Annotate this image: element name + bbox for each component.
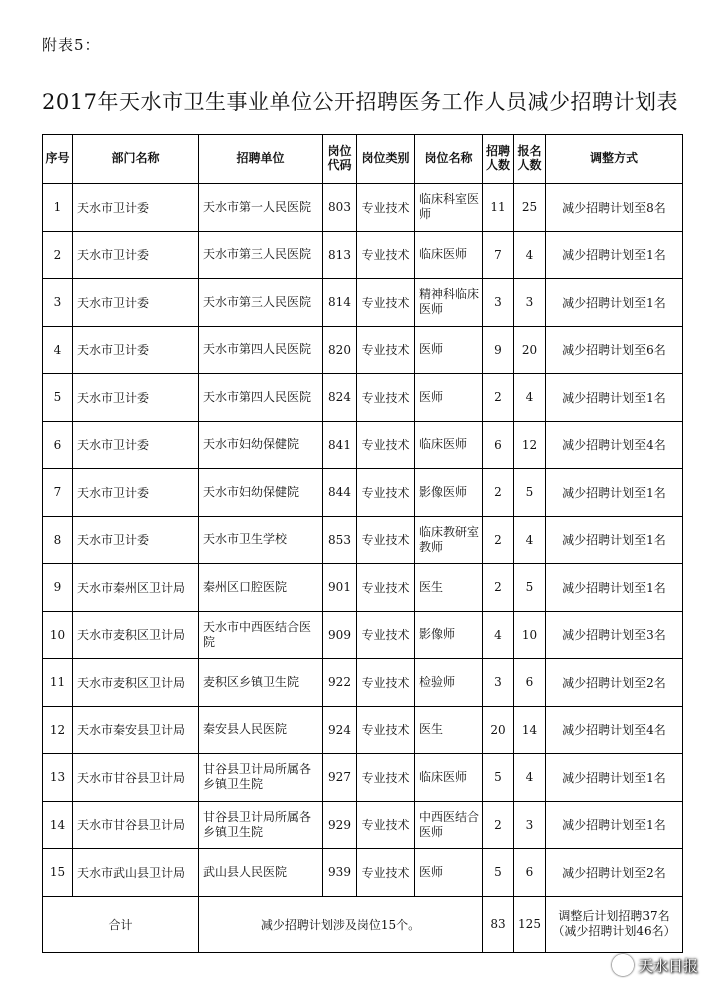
cell-post: 精神科临床医师: [415, 279, 483, 327]
cell-hires: 2: [483, 374, 514, 422]
cell-post: 影像医师: [415, 469, 483, 517]
cell-type: 专业技术: [357, 754, 415, 802]
cell-applicants: 25: [514, 184, 546, 232]
cell-seq: 13: [43, 754, 73, 802]
cell-post: 医师: [415, 374, 483, 422]
cell-applicants: 3: [514, 279, 546, 327]
cell-code: 853: [323, 516, 357, 564]
cell-post: 影像师: [415, 611, 483, 659]
table-row: [43, 421, 683, 469]
cell-method: 减少招聘计划至6名: [546, 326, 683, 374]
cell-seq: 1: [43, 184, 73, 232]
cell-hires: 6: [483, 421, 514, 469]
cell-code: 813: [323, 231, 357, 279]
cell-code: 803: [323, 184, 357, 232]
cell-code: 909: [323, 611, 357, 659]
table-row: [43, 374, 683, 422]
cell-unit: 天水市中西医结合医院: [199, 611, 323, 659]
cell-code: 814: [323, 279, 357, 327]
cell-unit: 麦积区乡镇卫生院: [199, 659, 323, 707]
cell-unit: 天水市妇幼保健院: [199, 469, 323, 517]
cell-type: 专业技术: [357, 184, 415, 232]
cell-applicants: 12: [514, 421, 546, 469]
cell-code: 939: [323, 849, 357, 897]
cell-method: 减少招聘计划至1名: [546, 469, 683, 517]
table-row: [43, 611, 683, 659]
table-row: [43, 184, 683, 232]
cell-dept: 天水市卫计委: [73, 421, 199, 469]
cell-post: 临床医师: [415, 754, 483, 802]
cell-method: 减少招聘计划至1名: [546, 231, 683, 279]
cell-seq: 4: [43, 326, 73, 374]
cell-post: 临床医师: [415, 421, 483, 469]
cell-post: 医生: [415, 564, 483, 612]
watermark-text: 天水日报: [637, 956, 698, 975]
cell-hires: 3: [483, 279, 514, 327]
cell-hires: 5: [483, 849, 514, 897]
cell-method: 减少招聘计划至1名: [546, 754, 683, 802]
cell-hires: 3: [483, 659, 514, 707]
table-header-row: [43, 135, 683, 184]
cell-unit: 天水市第四人民医院: [199, 374, 323, 422]
cell-dept: 天水市麦积区卫计局: [73, 659, 199, 707]
header-method: 调整方式: [546, 135, 683, 184]
total-label: 合计: [43, 896, 199, 952]
table-row: [43, 231, 683, 279]
table-row: [43, 754, 683, 802]
header-type: 岗位类别: [357, 135, 415, 184]
cell-applicants: 6: [514, 849, 546, 897]
header-applicants: 报名人数: [514, 135, 546, 184]
cell-type: 专业技术: [357, 469, 415, 517]
cell-method: 减少招聘计划至4名: [546, 706, 683, 754]
cell-applicants: 5: [514, 469, 546, 517]
header-unit: 招聘单位: [199, 135, 323, 184]
cell-applicants: 5: [514, 564, 546, 612]
cell-method: 减少招聘计划至1名: [546, 374, 683, 422]
cell-method: 减少招聘计划至2名: [546, 849, 683, 897]
cell-method: 减少招聘计划至2名: [546, 659, 683, 707]
header-hires: 招聘人数: [483, 135, 514, 184]
cell-type: 专业技术: [357, 801, 415, 849]
cell-code: 824: [323, 374, 357, 422]
table-row: [43, 516, 683, 564]
cell-applicants: 6: [514, 659, 546, 707]
cell-unit: 天水市卫生学校: [199, 516, 323, 564]
cell-applicants: 4: [514, 231, 546, 279]
cell-method: 减少招聘计划至1名: [546, 516, 683, 564]
cell-applicants: 4: [514, 374, 546, 422]
cell-unit: 秦州区口腔医院: [199, 564, 323, 612]
cell-applicants: 3: [514, 801, 546, 849]
table-row: [43, 564, 683, 612]
cell-method: 减少招聘计划至4名: [546, 421, 683, 469]
cell-seq: 8: [43, 516, 73, 564]
cell-seq: 15: [43, 849, 73, 897]
cell-type: 专业技术: [357, 279, 415, 327]
cell-unit: 武山县人民医院: [199, 849, 323, 897]
cell-applicants: 4: [514, 754, 546, 802]
attachment-label: 附表5：: [42, 36, 101, 54]
recruitment-plan-table: [42, 134, 683, 953]
cell-hires: 11: [483, 184, 514, 232]
header-seq: 序号: [43, 135, 73, 184]
cell-type: 专业技术: [357, 564, 415, 612]
table-row: [43, 279, 683, 327]
cell-hires: 2: [483, 516, 514, 564]
cell-hires: 2: [483, 801, 514, 849]
cell-seq: 2: [43, 231, 73, 279]
cell-type: 专业技术: [357, 231, 415, 279]
total-row: [43, 896, 683, 952]
cell-type: 专业技术: [357, 706, 415, 754]
cell-hires: 5: [483, 754, 514, 802]
cell-unit: 天水市第一人民医院: [199, 184, 323, 232]
cell-type: 专业技术: [357, 421, 415, 469]
cell-hires: 9: [483, 326, 514, 374]
cell-dept: 天水市卫计委: [73, 231, 199, 279]
cell-seq: 5: [43, 374, 73, 422]
cell-post: 医生: [415, 706, 483, 754]
table-row: [43, 326, 683, 374]
cell-seq: 14: [43, 801, 73, 849]
cell-unit: 天水市第三人民医院: [199, 279, 323, 327]
header-code: 岗位代码: [323, 135, 357, 184]
total-applicants: 125: [514, 896, 546, 952]
cell-hires: 7: [483, 231, 514, 279]
cell-seq: 7: [43, 469, 73, 517]
cell-method: 减少招聘计划至3名: [546, 611, 683, 659]
cell-applicants: 20: [514, 326, 546, 374]
cell-code: 901: [323, 564, 357, 612]
cell-post: 临床教研室教师: [415, 516, 483, 564]
cell-type: 专业技术: [357, 516, 415, 564]
table-row: [43, 706, 683, 754]
cell-post: 医师: [415, 849, 483, 897]
cell-dept: 天水市卫计委: [73, 516, 199, 564]
cell-dept: 天水市麦积区卫计局: [73, 611, 199, 659]
cell-dept: 天水市卫计委: [73, 374, 199, 422]
cell-type: 专业技术: [357, 849, 415, 897]
cell-seq: 9: [43, 564, 73, 612]
cell-method: 减少招聘计划至1名: [546, 564, 683, 612]
cell-hires: 4: [483, 611, 514, 659]
cell-seq: 10: [43, 611, 73, 659]
cell-seq: 11: [43, 659, 73, 707]
cell-dept: 天水市秦州区卫计局: [73, 564, 199, 612]
wechat-icon: [612, 954, 634, 976]
total-method: 调整后计划招聘37名（减少招聘计划46名）: [546, 896, 683, 952]
cell-code: 841: [323, 421, 357, 469]
cell-method: 减少招聘计划至1名: [546, 801, 683, 849]
cell-type: 专业技术: [357, 611, 415, 659]
cell-unit: 天水市妇幼保健院: [199, 421, 323, 469]
cell-dept: 天水市甘谷县卫计局: [73, 754, 199, 802]
total-hires: 83: [483, 896, 514, 952]
cell-dept: 天水市卫计委: [73, 326, 199, 374]
cell-dept: 天水市秦安县卫计局: [73, 706, 199, 754]
cell-applicants: 14: [514, 706, 546, 754]
cell-dept: 天水市武山县卫计局: [73, 849, 199, 897]
cell-post: 检验师: [415, 659, 483, 707]
cell-applicants: 4: [514, 516, 546, 564]
cell-code: 924: [323, 706, 357, 754]
cell-seq: 3: [43, 279, 73, 327]
cell-post: 临床科室医师: [415, 184, 483, 232]
total-note: 减少招聘计划涉及岗位15个。: [199, 896, 483, 952]
table-body: [43, 184, 683, 897]
cell-code: 820: [323, 326, 357, 374]
cell-type: 专业技术: [357, 326, 415, 374]
header-post: 岗位名称: [415, 135, 483, 184]
cell-unit: 天水市第三人民医院: [199, 231, 323, 279]
table-row: [43, 801, 683, 849]
cell-type: 专业技术: [357, 374, 415, 422]
cell-seq: 6: [43, 421, 73, 469]
cell-dept: 天水市卫计委: [73, 469, 199, 517]
cell-method: 减少招聘计划至1名: [546, 279, 683, 327]
cell-hires: 2: [483, 469, 514, 517]
watermark: [612, 954, 698, 976]
cell-type: 专业技术: [357, 659, 415, 707]
cell-method: 减少招聘计划至8名: [546, 184, 683, 232]
header-dept: 部门名称: [73, 135, 199, 184]
cell-unit: 秦安县人民医院: [199, 706, 323, 754]
table-row: [43, 659, 683, 707]
cell-dept: 天水市甘谷县卫计局: [73, 801, 199, 849]
cell-post: 医师: [415, 326, 483, 374]
cell-unit: 甘谷县卫计局所属各乡镇卫生院: [199, 801, 323, 849]
cell-hires: 20: [483, 706, 514, 754]
cell-unit: 天水市第四人民医院: [199, 326, 323, 374]
table-row: [43, 469, 683, 517]
cell-post: 中西医结合医师: [415, 801, 483, 849]
cell-applicants: 10: [514, 611, 546, 659]
cell-code: 844: [323, 469, 357, 517]
cell-hires: 2: [483, 564, 514, 612]
table-row: [43, 849, 683, 897]
cell-dept: 天水市卫计委: [73, 184, 199, 232]
page-title: 2017年天水市卫生事业单位公开招聘医务工作人员减少招聘计划表: [42, 90, 678, 114]
cell-post: 临床医师: [415, 231, 483, 279]
cell-dept: 天水市卫计委: [73, 279, 199, 327]
cell-seq: 12: [43, 706, 73, 754]
cell-code: 929: [323, 801, 357, 849]
cell-unit: 甘谷县卫计局所属各乡镇卫生院: [199, 754, 323, 802]
cell-code: 922: [323, 659, 357, 707]
cell-code: 927: [323, 754, 357, 802]
